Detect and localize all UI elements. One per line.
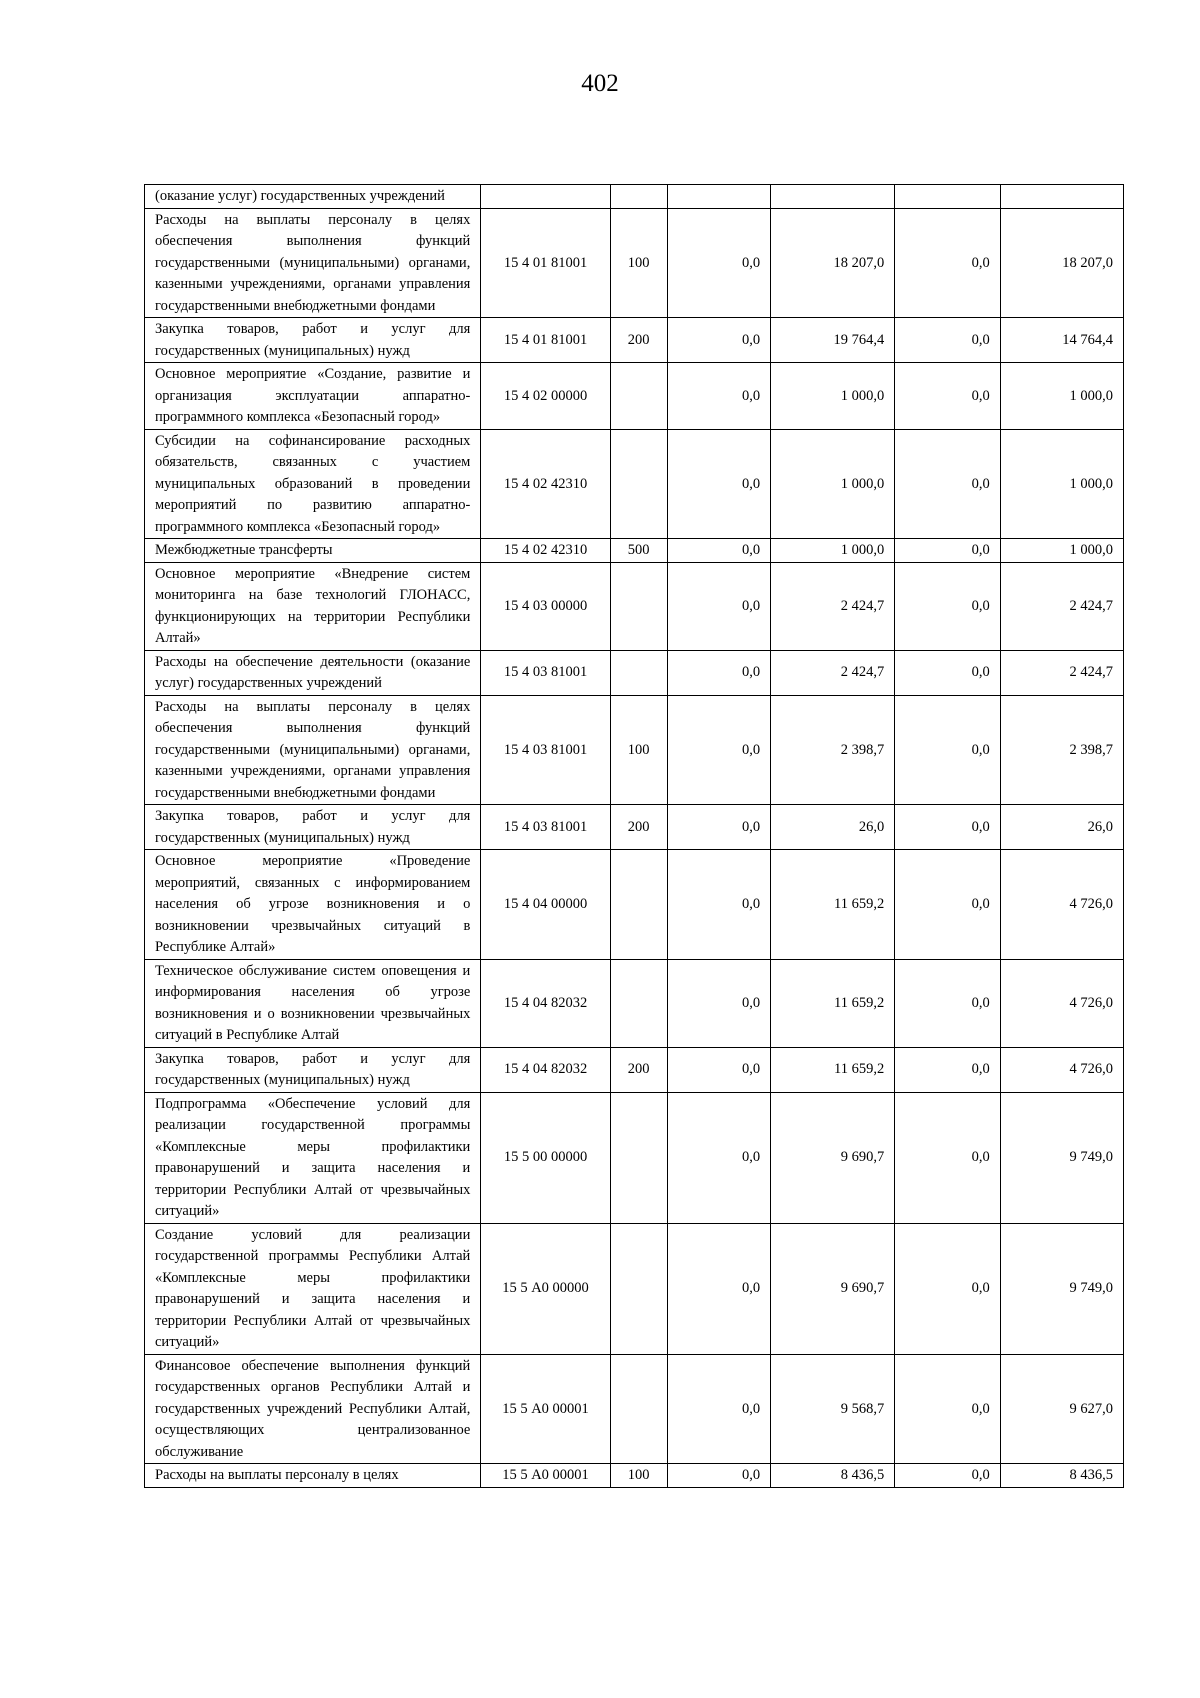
row-name-cell: (оказание услуг) государственных учреждений	[145, 185, 481, 209]
row-name-cell: Расходы на выплаты персоналу в целях	[145, 1464, 481, 1488]
row-code-cell: 15 4 02 42310	[481, 539, 610, 563]
row-type-cell: 500	[610, 539, 667, 563]
budget-table	[144, 184, 1124, 1488]
row-name-cell: Закупка товаров, работ и услуг для государственных (муниципальных) нужд	[145, 1047, 481, 1092]
row-type-cell	[610, 1354, 667, 1464]
row-value4-cell: 2 398,7	[1000, 695, 1123, 805]
table-row	[145, 1464, 1124, 1488]
row-code-cell: 15 5 А0 00001	[481, 1354, 610, 1464]
row-value1-cell: 0,0	[667, 1464, 770, 1488]
row-value1-cell: 0,0	[667, 1354, 770, 1464]
row-name-cell: Создание условий для реализации государственной программы Республики Алтай «Комплексные меры профилактики правонарушений и защита населения и территории Республики Алтай от чрезвычайных ситуаций»	[145, 1223, 481, 1354]
row-value2-cell: 9 690,7	[771, 1092, 895, 1223]
table-row	[145, 562, 1124, 650]
row-value3-cell: 0,0	[895, 208, 1001, 318]
row-code-cell: 15 4 04 82032	[481, 1047, 610, 1092]
row-type-cell	[610, 959, 667, 1047]
row-code-cell: 15 4 04 00000	[481, 850, 610, 960]
row-value2-cell: 2 398,7	[771, 695, 895, 805]
row-value1-cell: 0,0	[667, 363, 770, 430]
row-type-cell: 100	[610, 208, 667, 318]
row-value2-cell: 1 000,0	[771, 363, 895, 430]
row-value4-cell: 9 627,0	[1000, 1354, 1123, 1464]
row-value1-cell: 0,0	[667, 805, 770, 850]
row-type-cell	[610, 850, 667, 960]
row-value3-cell: 0,0	[895, 959, 1001, 1047]
row-value1-cell: 0,0	[667, 650, 770, 695]
row-value4-cell: 8 436,5	[1000, 1464, 1123, 1488]
table-row	[145, 1354, 1124, 1464]
row-value4-cell: 4 726,0	[1000, 850, 1123, 960]
row-value4-cell: 1 000,0	[1000, 539, 1123, 563]
row-value1-cell: 0,0	[667, 429, 770, 539]
row-value1-cell: 0,0	[667, 695, 770, 805]
row-type-cell: 200	[610, 805, 667, 850]
row-value4-cell	[1000, 185, 1123, 209]
row-value2-cell: 11 659,2	[771, 850, 895, 960]
table-row	[145, 850, 1124, 960]
row-name-cell: Расходы на выплаты персоналу в целях обеспечения выполнения функций государственными (муниципальными) органами, казенными учреждениями, органами управления государственными внебюджетными фондами	[145, 208, 481, 318]
row-type-cell	[610, 562, 667, 650]
row-name-cell: Закупка товаров, работ и услуг для государственных (муниципальных) нужд	[145, 805, 481, 850]
table-row	[145, 1223, 1124, 1354]
row-value3-cell	[895, 185, 1001, 209]
row-value3-cell: 0,0	[895, 1047, 1001, 1092]
table-row	[145, 318, 1124, 363]
row-value1-cell: 0,0	[667, 1092, 770, 1223]
row-type-cell: 100	[610, 695, 667, 805]
table-row	[145, 695, 1124, 805]
row-type-cell	[610, 185, 667, 209]
row-value4-cell: 1 000,0	[1000, 363, 1123, 430]
table-row	[145, 805, 1124, 850]
row-value4-cell: 9 749,0	[1000, 1092, 1123, 1223]
row-name-cell: Закупка товаров, работ и услуг для государственных (муниципальных) нужд	[145, 318, 481, 363]
row-value3-cell: 0,0	[895, 695, 1001, 805]
row-value2-cell: 11 659,2	[771, 959, 895, 1047]
row-value1-cell: 0,0	[667, 208, 770, 318]
table-row	[145, 208, 1124, 318]
row-value3-cell: 0,0	[895, 650, 1001, 695]
row-type-cell	[610, 429, 667, 539]
row-value3-cell: 0,0	[895, 429, 1001, 539]
row-value2-cell: 8 436,5	[771, 1464, 895, 1488]
row-value4-cell: 1 000,0	[1000, 429, 1123, 539]
row-code-cell: 15 4 03 81001	[481, 805, 610, 850]
row-name-cell: Межбюджетные трансферты	[145, 539, 481, 563]
row-value3-cell: 0,0	[895, 1223, 1001, 1354]
row-type-cell: 100	[610, 1464, 667, 1488]
row-value3-cell: 0,0	[895, 318, 1001, 363]
row-value4-cell: 18 207,0	[1000, 208, 1123, 318]
row-value2-cell	[771, 185, 895, 209]
row-value3-cell: 0,0	[895, 850, 1001, 960]
row-name-cell: Расходы на выплаты персоналу в целях обеспечения выполнения функций государственными (муниципальными) органами, казенными учреждениями, органами управления государственными внебюджетными фондами	[145, 695, 481, 805]
row-code-cell: 15 4 03 00000	[481, 562, 610, 650]
row-name-cell: Основное мероприятие «Внедрение систем мониторинга на базе технологий ГЛОНАСС, функционирующих на территории Республики Алтай»	[145, 562, 481, 650]
row-code-cell: 15 4 03 81001	[481, 695, 610, 805]
row-code-cell: 15 4 02 00000	[481, 363, 610, 430]
row-value3-cell: 0,0	[895, 363, 1001, 430]
table-row	[145, 539, 1124, 563]
row-value2-cell: 19 764,4	[771, 318, 895, 363]
row-code-cell: 15 5 00 00000	[481, 1092, 610, 1223]
row-value1-cell: 0,0	[667, 562, 770, 650]
row-value4-cell: 4 726,0	[1000, 1047, 1123, 1092]
table-row	[145, 1092, 1124, 1223]
row-value1-cell: 0,0	[667, 1047, 770, 1092]
row-value3-cell: 0,0	[895, 1354, 1001, 1464]
row-value3-cell: 0,0	[895, 1464, 1001, 1488]
row-code-cell: 15 4 03 81001	[481, 650, 610, 695]
row-value2-cell: 2 424,7	[771, 650, 895, 695]
row-code-cell: 15 4 02 42310	[481, 429, 610, 539]
row-code-cell: 15 5 А0 00000	[481, 1223, 610, 1354]
row-type-cell: 200	[610, 318, 667, 363]
row-code-cell: 15 4 04 82032	[481, 959, 610, 1047]
row-type-cell	[610, 1092, 667, 1223]
table-row	[145, 650, 1124, 695]
row-name-cell: Расходы на обеспечение деятельности (оказание услуг) государственных учреждений	[145, 650, 481, 695]
row-value1-cell: 0,0	[667, 850, 770, 960]
row-name-cell: Основное мероприятие «Проведение мероприятий, связанных с информированием населения об угрозе возникновения и о возникновении чрезвычайных ситуаций в Республике Алтай»	[145, 850, 481, 960]
table-row	[145, 959, 1124, 1047]
row-name-cell: Финансовое обеспечение выполнения функций государственных органов Республики Алтай и государственных учреждений Республики Алтай, осуществляющих централизованное обслуживание	[145, 1354, 481, 1464]
row-value4-cell: 14 764,4	[1000, 318, 1123, 363]
table-row	[145, 185, 1124, 209]
row-type-cell	[610, 1223, 667, 1354]
row-value2-cell: 2 424,7	[771, 562, 895, 650]
row-name-cell: Техническое обслуживание систем оповещения и информирования населения об угрозе возникновения и о возникновении чрезвычайных ситуаций в Республике Алтай	[145, 959, 481, 1047]
row-value2-cell: 9 690,7	[771, 1223, 895, 1354]
row-value4-cell: 9 749,0	[1000, 1223, 1123, 1354]
row-code-cell: 15 4 01 81001	[481, 318, 610, 363]
row-type-cell	[610, 650, 667, 695]
row-value4-cell: 2 424,7	[1000, 650, 1123, 695]
row-value1-cell	[667, 185, 770, 209]
row-value3-cell: 0,0	[895, 805, 1001, 850]
row-value3-cell: 0,0	[895, 1092, 1001, 1223]
table-row	[145, 363, 1124, 430]
row-value2-cell: 1 000,0	[771, 429, 895, 539]
page-number: 402	[581, 70, 619, 97]
row-code-cell	[481, 185, 610, 209]
row-value1-cell: 0,0	[667, 539, 770, 563]
row-value4-cell: 4 726,0	[1000, 959, 1123, 1047]
row-value2-cell: 1 000,0	[771, 539, 895, 563]
row-code-cell: 15 5 А0 00001	[481, 1464, 610, 1488]
row-value1-cell: 0,0	[667, 1223, 770, 1354]
table-row	[145, 429, 1124, 539]
row-name-cell: Подпрограмма «Обеспечение условий для реализации государственной программы «Комплексные меры профилактики правонарушений и защита населения и территории Республики Алтай от чрезвычайных ситуаций»	[145, 1092, 481, 1223]
row-name-cell: Субсидии на софинансирование расходных обязательств, связанных с участием муниципальных образований в проведении мероприятий по развитию аппаратно-программного комплекса «Безопасный город»	[145, 429, 481, 539]
row-name-cell: Основное мероприятие «Создание, развитие и организация эксплуатации аппаратно-программного комплекса «Безопасный город»	[145, 363, 481, 430]
row-value1-cell: 0,0	[667, 318, 770, 363]
row-value2-cell: 11 659,2	[771, 1047, 895, 1092]
row-value3-cell: 0,0	[895, 539, 1001, 563]
row-value2-cell: 9 568,7	[771, 1354, 895, 1464]
row-value2-cell: 18 207,0	[771, 208, 895, 318]
row-value4-cell: 2 424,7	[1000, 562, 1123, 650]
row-type-cell: 200	[610, 1047, 667, 1092]
row-value4-cell: 26,0	[1000, 805, 1123, 850]
row-value1-cell: 0,0	[667, 959, 770, 1047]
row-type-cell	[610, 363, 667, 430]
table-row	[145, 1047, 1124, 1092]
row-value3-cell: 0,0	[895, 562, 1001, 650]
row-value2-cell: 26,0	[771, 805, 895, 850]
row-code-cell: 15 4 01 81001	[481, 208, 610, 318]
